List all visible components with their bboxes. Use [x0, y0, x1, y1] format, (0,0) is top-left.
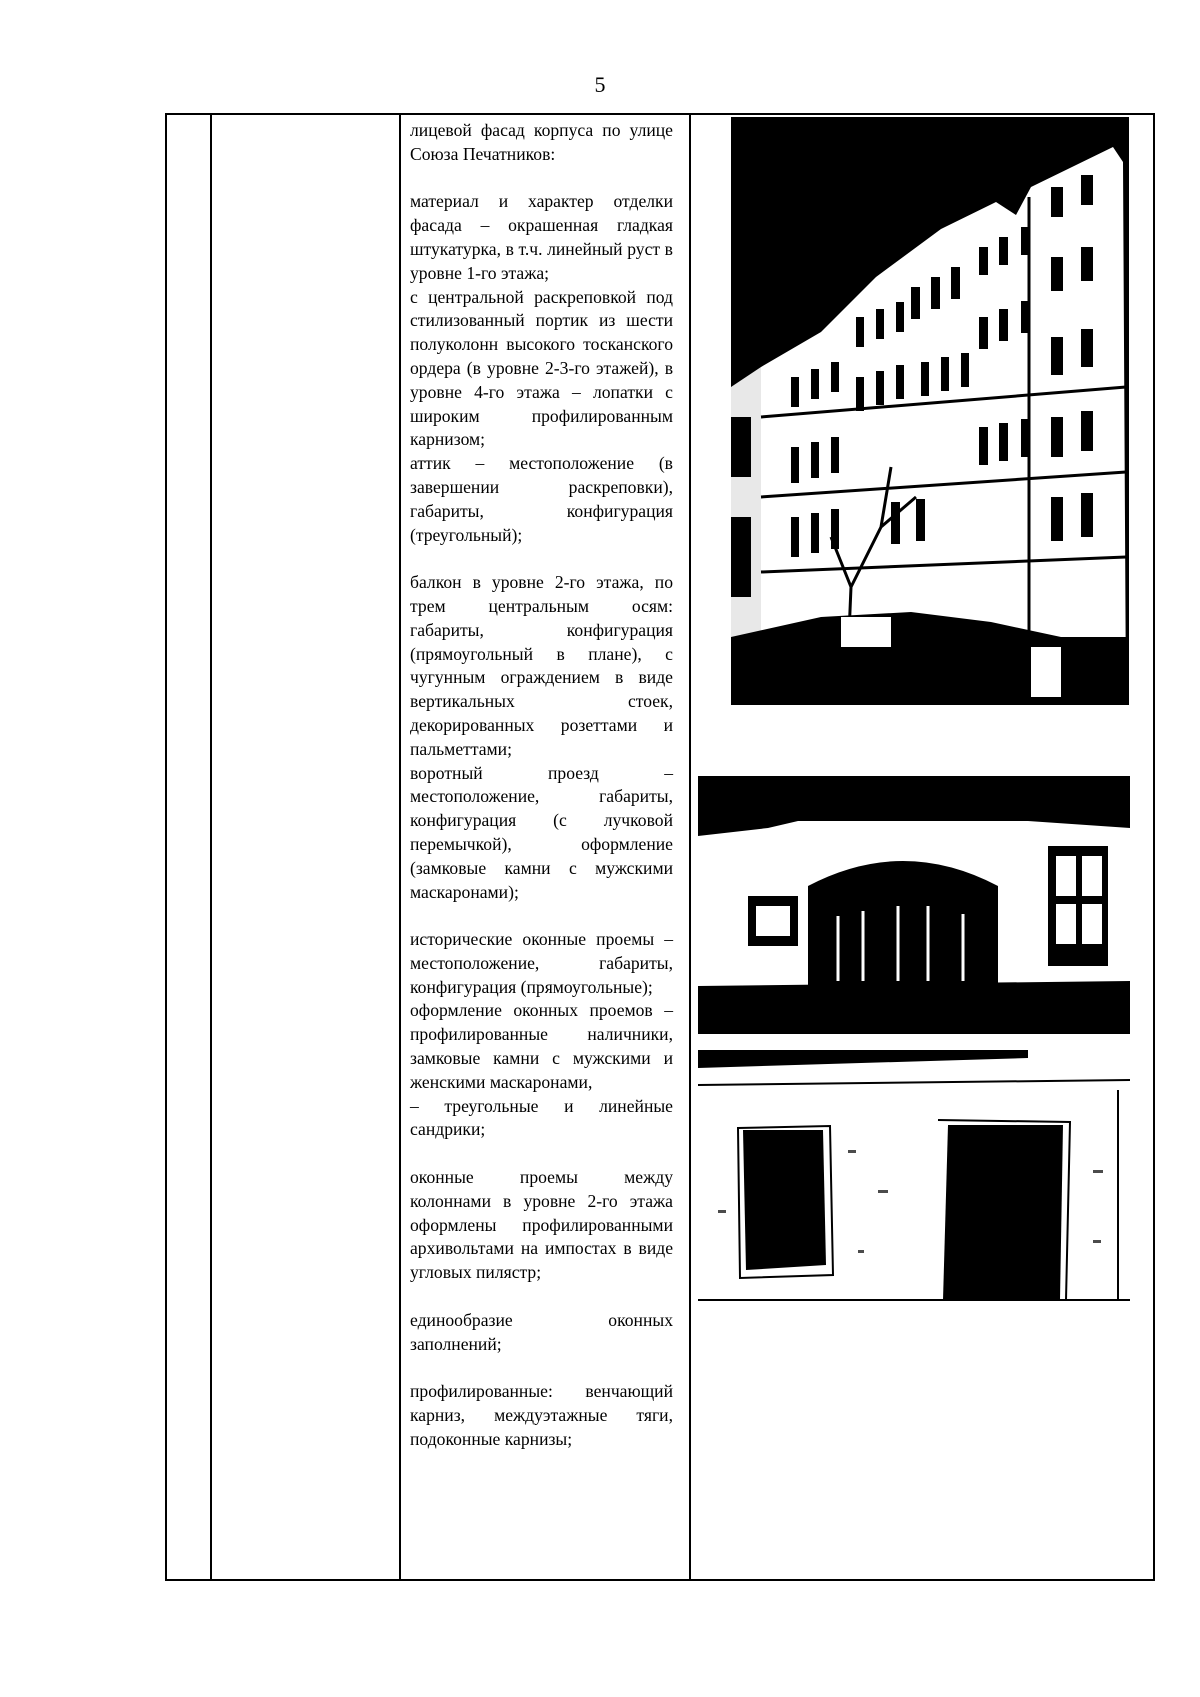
page-number: 5 — [594, 72, 606, 97]
description-paragraph: оконные проемы между колоннами в уровне 2-го этажа оформлены профилированными архивольтами на импостах в виде угловых пилястр; — [410, 1167, 673, 1283]
description-paragraph: аттик – местоположение (в завершении раскреповки), габариты, конфигурация (треугольный); — [410, 453, 673, 545]
description-paragraph: воротный проезд – местоположение, габариты, конфигурация (с лучковой перемычкой), оформление (замковые камни с мужскими маскаронами); — [410, 762, 673, 902]
description-column — [410, 119, 673, 1452]
column-divider-1 — [210, 115, 212, 1579]
description-paragraph: оформление оконных проемов – профилированные наличники, замковые камни с мужскими и женскими маскаронами, — [410, 1000, 673, 1092]
photo-window-openings — [698, 1050, 1130, 1315]
description-paragraph: с центральной раскреповкой под стилизованный портик из шести полуколонн высокого тосканского ордера (в уровне 2-3-го этажей), в уровне 4-го этажа – лопатки с широким профилированным карнизом; — [410, 286, 673, 450]
column-divider-3 — [689, 115, 691, 1579]
description-paragraph: исторические оконные проемы – местоположение, габариты, конфигурация (прямоугольные); — [410, 929, 673, 997]
description-paragraph: материал и характер отделки фасада – окрашенная гладкая штукатурка, в т.ч. линейный руст в уровне 1-го этажа; — [410, 191, 673, 283]
description-paragraph: единообразие оконных заполнений; — [410, 1309, 673, 1354]
heritage-table — [165, 113, 1155, 1581]
photo-gateway-arch — [698, 776, 1130, 1034]
column-divider-2 — [399, 115, 401, 1579]
description-paragraph: профилированные: венчающий карниз, междуэтажные тяги, подоконные карнизы; — [410, 1381, 673, 1449]
description-paragraph: лицевой фасад корпуса по улице Союза Печатников: — [410, 120, 673, 164]
photo-building-facade — [731, 117, 1129, 705]
description-paragraph: балкон в уровне 2-го этажа, по трем центральным осям: габариты, конфигурация (прямоугольный в плане), с чугунным ограждением в виде вертикальных стоек, декорированных розеттами и пальметтами; — [410, 572, 673, 759]
description-paragraph: – треугольные и линейные сандрики; — [410, 1095, 673, 1140]
